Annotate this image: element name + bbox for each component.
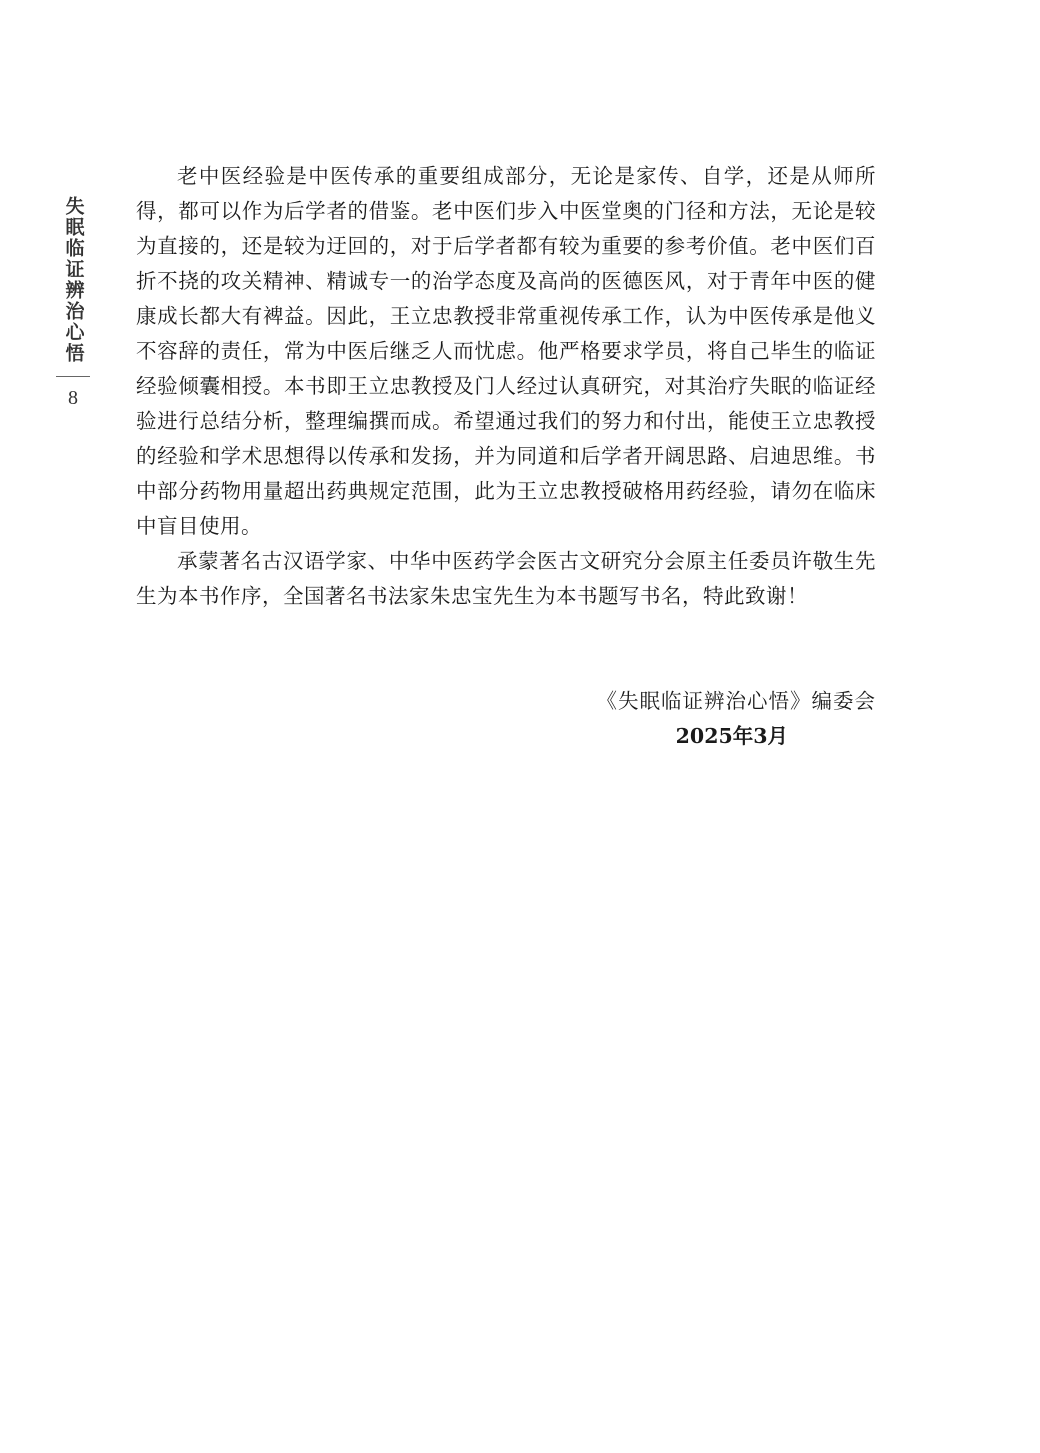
body-text: [136, 159, 876, 614]
running-head-divider: [56, 376, 90, 377]
running-head: [56, 196, 90, 410]
signature-date: 2025年3月: [675, 724, 788, 748]
running-head-title: 失眠临证辨治心悟: [62, 196, 85, 364]
signature-committee: 《失眠临证辨治心悟》编委会: [596, 689, 876, 713]
signature-block: [136, 684, 876, 754]
paragraph: 承蒙著名古汉语学家、中华中医药学会医古文研究分会原主任委员许敬生先生为本书作序，全国著名书法家朱忠宝先生为本书题写书名，特此致谢！: [136, 549, 876, 608]
page-number: 8: [68, 387, 78, 409]
paragraph: 老中医经验是中医传承的重要组成部分，无论是家传、自学，还是从师所得，都可以作为后学者的借鉴。老中医们步入中医堂奥的门径和方法，无论是较为直接的，还是较为迂回的，对于后学者都有较为重要的参考价值。老中医们百折不挠的攻关精神、精诚专一的治学态度及高尚的医德医风，对于青年中医的健康成长都大有裨益。因此，王立忠教授非常重视传承工作，认为中医传承是他义不容辞的责任，常为中医后继乏人而忧虑。他严格要求学员，将自己毕生的临证经验倾囊相授。本书即王立忠教授及门人经过认真研究，对其治疗失眠的临证经验进行总结分析，整理编撰而成。希望通过我们的努力和付出，能使王立忠教授的经验和学术思想得以传承和发扬，并为同道和后学者开阔思路、启迪思维。书中部分药物用量超出药典规定范围，此为王立忠教授破格用药经验，请勿在临床中盲目使用。: [136, 164, 876, 538]
